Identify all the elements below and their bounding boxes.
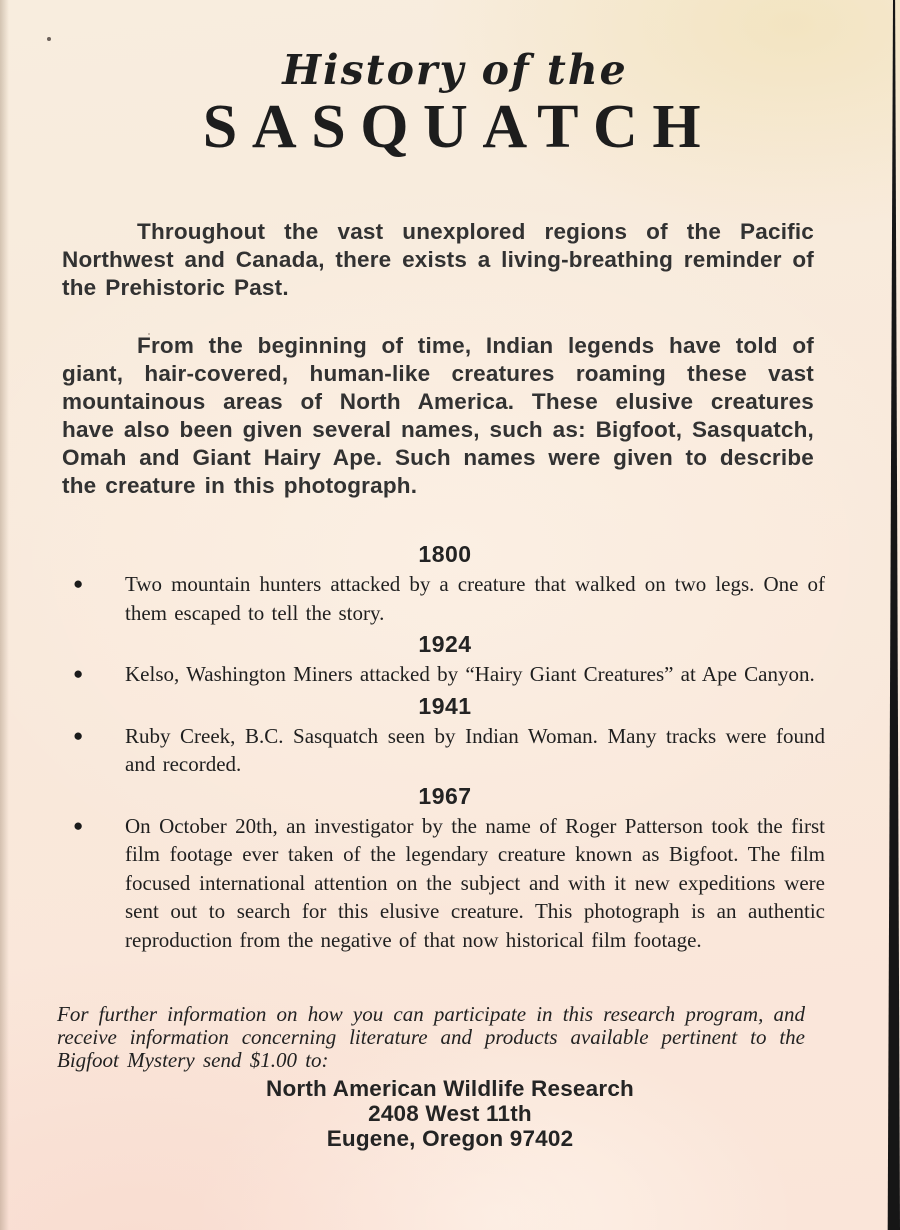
page-title: SASQUATCH bbox=[202, 93, 716, 161]
paper-speck bbox=[47, 37, 51, 41]
timeline-entry-1967 bbox=[65, 812, 825, 955]
scan-right-edge-line bbox=[886, 0, 900, 1230]
title-script: History of the bbox=[282, 46, 628, 94]
address-city: Eugene, Oregon 97402 bbox=[326, 1126, 574, 1151]
timeline-entry-1924 bbox=[65, 660, 825, 689]
timeline-entry-text: Ruby Creek, B.C. Sasquatch seen by Indian Woman. Many tracks were found and recorded. bbox=[125, 723, 825, 776]
title-block bbox=[0, 46, 900, 159]
timeline-year-1924: 1924 bbox=[418, 631, 472, 657]
timeline-entry-text: On October 20th, an investigator by the name of Roger Patterson took the first film footage ever taken of the legendary creature known as Bigfoot. The film focused international attention on the subject and with it new expeditions were sent out to search for this elusive creature. This photograph is an authentic reproduction from the negative of that now historical film footage. bbox=[125, 813, 825, 952]
bullet-icon: ● bbox=[73, 664, 84, 683]
intro-paragraph-2: From the beginning of time, Indian legends have told of giant, hair-covered, human-like creatures roaming these vast mountainous areas of North America. These elusive creatures have also been given several names, such as: Bigfoot, Sasquatch, Omah and Giant Hairy Ape. Such names were given to describe the creature in this photograph. bbox=[62, 333, 814, 498]
timeline-entry-text: Kelso, Washington Miners attacked by “Hairy Giant Creatures” at Ape Canyon. bbox=[125, 662, 815, 686]
intro-paragraph-1: Throughout the vast unexplored regions of the Pacific Northwest and Canada, there exists a living-breathing reminder of the Prehistoric Past. bbox=[62, 219, 814, 300]
timeline-entry-text: Two mountain hunters attacked by a creature that walked on two legs. One of them escaped to tell the story. bbox=[125, 572, 825, 625]
bullet-icon: ● bbox=[73, 725, 84, 745]
address-street: 2408 West 11th bbox=[368, 1101, 532, 1126]
timeline-entry-1800 bbox=[65, 570, 825, 627]
timeline-year-1941: 1941 bbox=[418, 692, 472, 719]
mail-in-note-text: For further information on how you can participate in this research program, and receive information concerning literature and products available pertinent to the Bigfoot Mystery send $1.00 to: bbox=[57, 1002, 805, 1072]
scan-left-edge-shadow bbox=[0, 0, 9, 1230]
mail-in-note bbox=[57, 1003, 805, 1072]
intro-section bbox=[62, 218, 814, 500]
bullet-icon: ● bbox=[73, 574, 84, 593]
timeline-section bbox=[65, 540, 825, 957]
timeline-year-1967: 1967 bbox=[418, 782, 472, 809]
address-block bbox=[0, 1076, 900, 1151]
bullet-icon: ● bbox=[73, 815, 84, 835]
timeline-entry-1941 bbox=[65, 722, 825, 779]
timeline-year-1800: 1800 bbox=[418, 541, 472, 567]
address-org: North American Wildlife Research bbox=[266, 1076, 634, 1101]
